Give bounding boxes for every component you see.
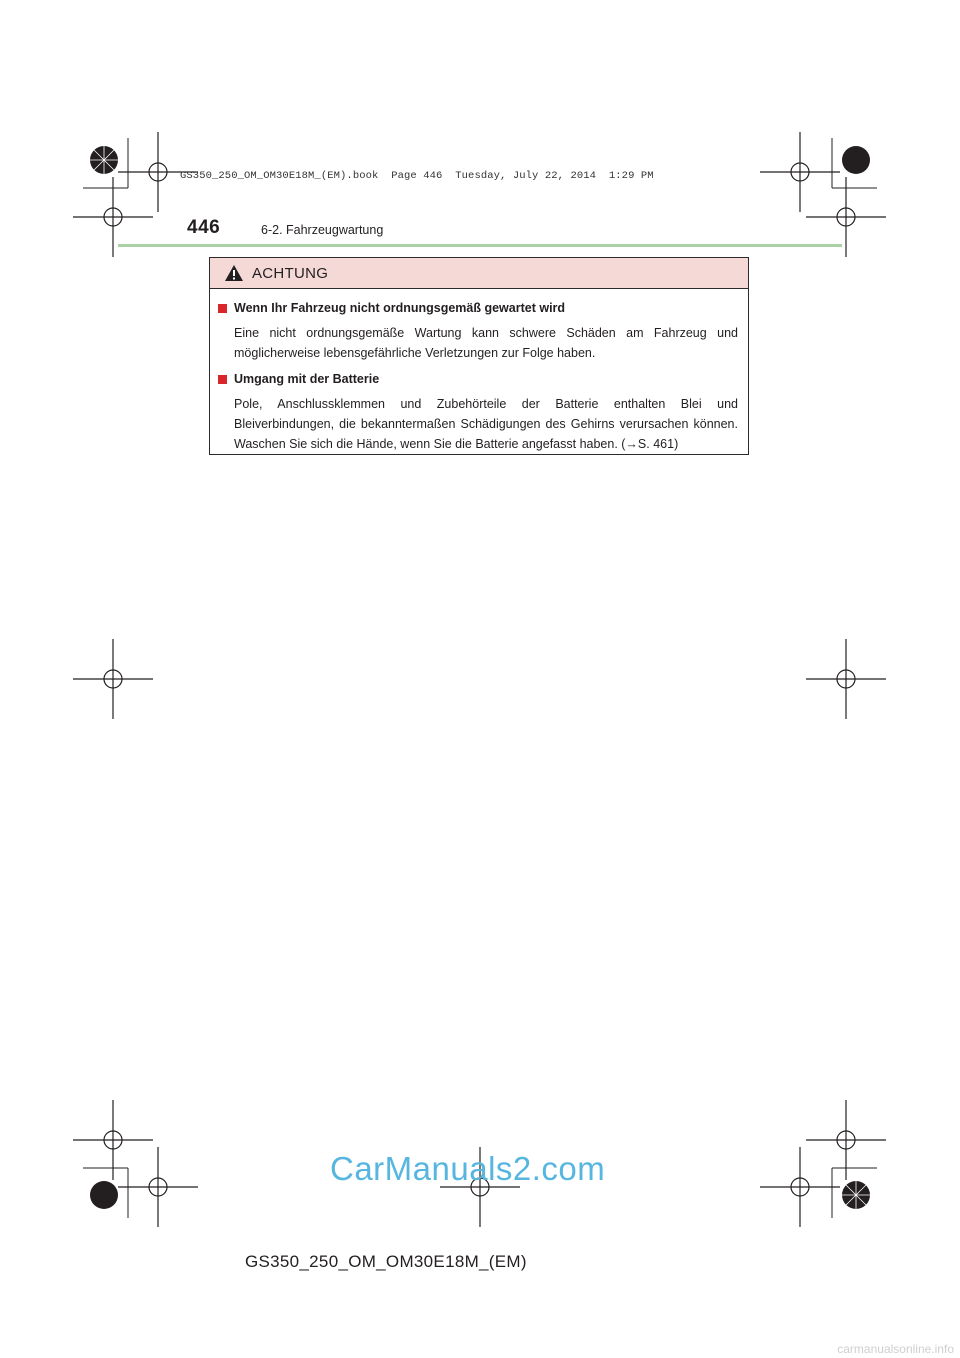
warning-item-text: Pole, Anschlussklemmen und Zubehörteile der Batterie enthalten Blei und Bleiverbindungen, die bekanntermaßen Schädigungen des Gehirns verursachen können. Waschen Sie sich die Hände, wenn Sie die Batterie angefasst haben. (→S. 461) — [234, 397, 738, 451]
watermark: CarManuals2.com — [330, 1150, 606, 1187]
warning-body — [210, 289, 748, 454]
warning-triangle-icon — [224, 264, 244, 282]
footer-site-watermark: carmanualsonline.info — [837, 1342, 954, 1356]
warning-box — [209, 257, 749, 455]
warning-item — [218, 301, 738, 363]
square-bullet-icon — [218, 375, 227, 384]
warning-label: ACHTUNG — [252, 264, 329, 282]
warning-item-title: Umgang mit der Batterie — [234, 372, 380, 386]
book-file-line: GS350_250_OM_OM30E18M_(EM).book Page 446 Tuesday, July 22, 2014 1:29 PM — [180, 170, 654, 182]
square-bullet-icon — [218, 304, 227, 313]
warning-item-title: Wenn Ihr Fahrzeug nicht ordnungsgemäß gewartet wird — [234, 301, 566, 315]
page-number: 446 — [187, 217, 221, 238]
warning-header — [210, 258, 748, 289]
footer-code: GS350_250_OM_OM30E18M_(EM) — [245, 1252, 527, 1271]
header-rule — [118, 244, 842, 247]
warning-item — [218, 372, 738, 454]
warning-item-text: Eine nicht ordnungsgemäße Wartung kann schwere Schäden am Fahrzeug und möglicherweise lebensgefährliche Verletzungen zur Folge haben. — [234, 326, 738, 360]
section-title: 6-2. Fahrzeugwartung — [261, 223, 384, 237]
